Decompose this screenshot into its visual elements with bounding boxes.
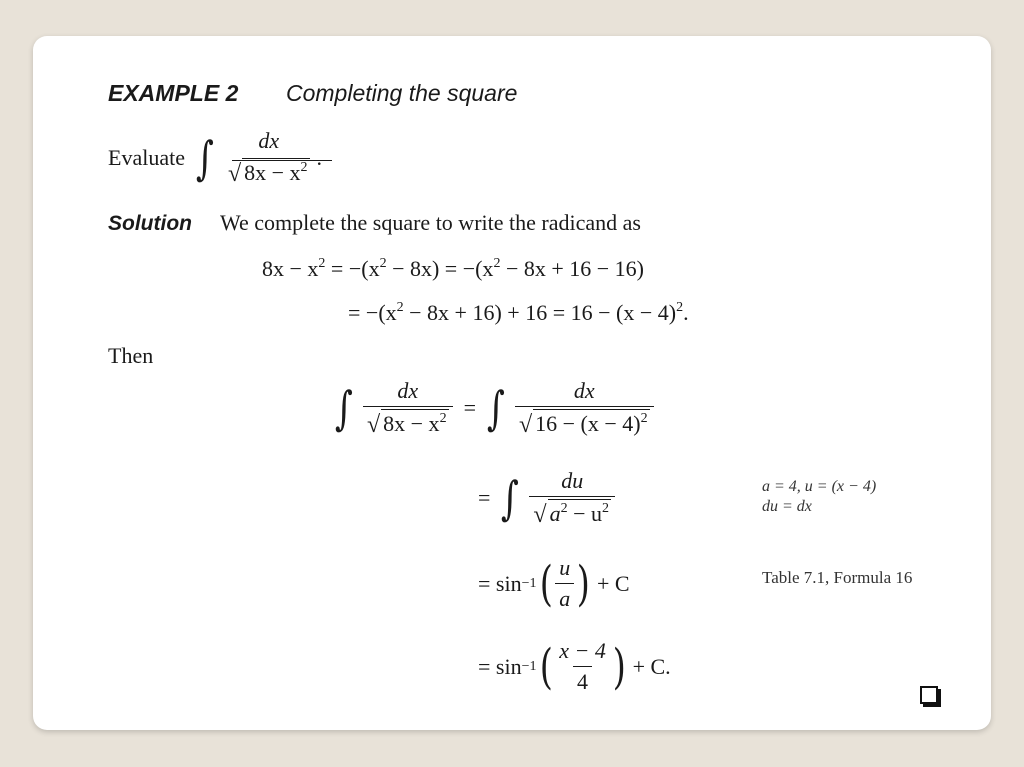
evaluate-word: Evaluate	[108, 144, 185, 170]
problem-statement	[108, 128, 322, 187]
integral-sign: ∫	[501, 471, 520, 525]
problem-fraction: dx √ $8x - x^2$	[227, 128, 308, 187]
solution-label: Solution	[108, 212, 192, 235]
exponent: 2	[300, 160, 308, 175]
numerator: u	[559, 555, 571, 580]
period: .	[316, 144, 323, 170]
derivation-row-3: = sin −1 ( $\frac{u}{a}$ ) + C	[478, 555, 630, 612]
right-paren: )	[612, 638, 626, 695]
exponent: 2	[493, 256, 501, 271]
integral-sign: ∫	[486, 381, 505, 435]
exponent: 2	[379, 256, 387, 271]
fraction-bar	[232, 160, 332, 161]
numerator: dx	[573, 378, 595, 403]
denominator: − u	[567, 501, 602, 526]
exponent: 2	[396, 300, 404, 315]
expr: − 8x) = −(x	[386, 256, 494, 281]
exponent: 2	[560, 501, 568, 516]
integral-sign: ∫	[195, 130, 214, 185]
left-paren: (	[539, 638, 553, 695]
square-line-2	[348, 300, 689, 326]
substitution-note-2: du = dx	[762, 498, 812, 515]
denominator: a	[549, 501, 561, 526]
derivation-row-1: ∫ dx √ $8x - x^2$ = ∫ dx √ $16 - (x - 4)^2$	[332, 378, 657, 438]
formula-reference: Table 7.1, Formula 16	[762, 568, 913, 587]
exponent: 2	[640, 411, 648, 426]
end-of-proof-icon	[920, 686, 938, 704]
sin-expr: = sin	[478, 570, 522, 596]
problem-numerator: dx	[258, 128, 280, 153]
expr: = −(x	[348, 300, 397, 325]
exponent: 2	[676, 300, 684, 315]
equals-sign: =	[463, 395, 476, 420]
derivation-row-2: = ∫ du √ $a^2 - u^2$	[478, 468, 618, 528]
denominator: 4	[577, 669, 589, 694]
exponent: 2	[318, 256, 326, 271]
denominator: a	[559, 586, 571, 611]
sin-expr: = sin	[478, 653, 522, 679]
numerator: x − 4	[559, 638, 606, 663]
exponent: 2	[601, 501, 609, 516]
denominator: 16 − (x − 4)	[535, 411, 641, 436]
expr: .	[683, 300, 689, 325]
substitution-note-1: a = 4, u = (x − 4)	[762, 478, 877, 495]
derivation-row-4: = sin −1 ( $\frac{x - 4}{4}$ ) + C.	[478, 638, 671, 695]
numerator: du	[561, 468, 584, 493]
example-label: EXAMPLE 2	[108, 80, 239, 106]
equals-sign: =	[478, 485, 491, 510]
expr: = −(x	[325, 256, 380, 281]
problem-denominator: 8x − x	[244, 160, 301, 185]
integral-sign: ∫	[334, 381, 353, 435]
example-subtitle: Completing the square	[286, 80, 518, 106]
then-word: Then	[108, 343, 154, 368]
constant-term: + C.	[632, 653, 671, 679]
right-paren: )	[577, 555, 591, 612]
denominator: 8x − x	[383, 411, 440, 436]
square-line-1	[262, 256, 644, 282]
left-paren: (	[539, 555, 553, 612]
constant-term: + C	[596, 570, 630, 596]
numerator: dx	[397, 378, 419, 403]
solution-text: We complete the square to write the radicand as	[220, 210, 641, 235]
expr: − 8x + 16) + 16 = 16 − (x − 4)	[403, 300, 677, 325]
expr: 8x − x	[262, 256, 319, 281]
exponent: 2	[439, 411, 447, 426]
expr: − 8x + 16 − 16)	[500, 256, 644, 281]
